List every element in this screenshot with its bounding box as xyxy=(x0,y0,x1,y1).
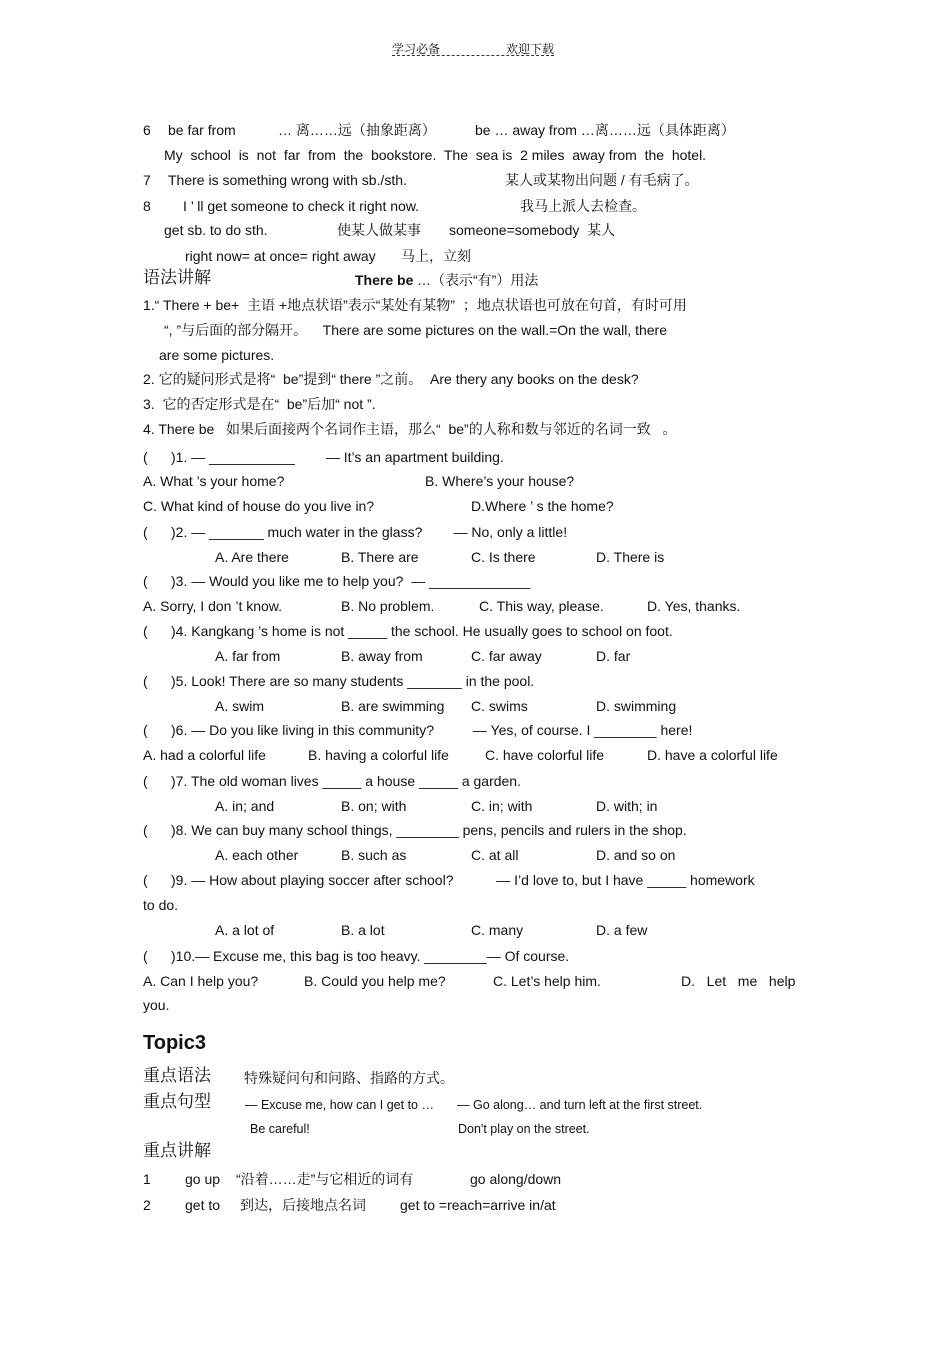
grammar-point: are some pictures. xyxy=(159,347,275,363)
grammar-point: 2. 它的疑问形式是将“ be”提到“ there ”之前。 Are thery any books on the desk? xyxy=(143,371,639,387)
option: D. far xyxy=(596,648,631,664)
option: B. No problem. xyxy=(341,598,435,614)
note-7-phrase: There is something wrong with sb./sth. xyxy=(168,172,407,188)
note-7-num: 7 xyxy=(143,172,151,188)
note-8-meaning: 我马上派人去检查。 xyxy=(520,198,646,214)
option: A. far from xyxy=(215,648,281,664)
note-6-meaning: … 离……远（抽象距离） xyxy=(278,122,436,138)
question-stem: ( )8. We can buy many school things, ________ pens, pencils and rulers in the shop. xyxy=(143,822,687,838)
note-getsb: get sb. to do sth. xyxy=(164,222,268,238)
grammar-point: 3. 它的否定形式是在“ be”后加“ not ”. xyxy=(143,396,376,412)
option: C. many xyxy=(471,922,524,938)
option: A. Sorry, I don ’t know. xyxy=(143,598,283,614)
header-left: 学习必备 xyxy=(392,42,441,56)
note-rightnow-meaning: 马上，立刻 xyxy=(401,248,471,264)
note-6-num: 6 xyxy=(143,122,151,138)
topic3-grammar-text: 特殊疑问句和问路、指路的方式。 xyxy=(244,1070,454,1086)
question-stem: ( )1. — ___________ — It’s an apartment building. xyxy=(143,449,504,465)
option: D. Yes, thanks. xyxy=(647,598,741,614)
question-stem: ( )6. — Do you like living in this community? — Yes, of course. I ________ here! xyxy=(143,722,693,738)
grammar-point: 1.“ There + be+ 主语 +地点状语”表示“某处有某物” ；地点状语也可放在句首，有时可用 xyxy=(143,297,687,313)
option: A. had a colorful life xyxy=(143,747,266,763)
option: D. swimming xyxy=(596,698,677,714)
note-7-meaning: 某人或某物出问题 / 有毛病了。 xyxy=(505,172,699,188)
note-rightnow: right now= at once= right away xyxy=(185,248,376,264)
note-6-compare: be … away from …离……远（具体距离） xyxy=(475,122,735,138)
note-8-num: 8 xyxy=(143,198,151,214)
question-stem: ( )10.— Excuse me, this bag is too heavy. ________— Of course. xyxy=(143,948,570,964)
note-getsb-meaning: 使某人做某事 xyxy=(337,222,421,238)
topic3-pattern: Be careful! xyxy=(250,1122,310,1136)
option: B. a lot xyxy=(341,922,385,938)
topic3-grammar-label: 重点语法 xyxy=(143,1066,211,1085)
note-6-example: My school is not far from the bookstore. The sea is 2 miles away from the hotel. xyxy=(164,147,707,163)
option: D. with; in xyxy=(596,798,658,814)
option-cont: you. xyxy=(143,997,170,1013)
question-stem: ( )2. — _______ much water in the glass? — No, only a little! xyxy=(143,524,568,540)
question-stem: ( )5. Look! There are so many students _______ in the pool. xyxy=(143,673,535,689)
option: A. in; and xyxy=(215,798,275,814)
topic3-item-phrase: get to xyxy=(185,1197,221,1213)
option: B. Where’s your house? xyxy=(425,473,575,489)
option: C. in; with xyxy=(471,798,533,814)
grammar-subtitle-bold: There be xyxy=(355,272,414,288)
option: C. at all xyxy=(471,847,519,863)
option: C. This way, please. xyxy=(479,598,604,614)
option: C. Let’s help him. xyxy=(493,973,601,989)
header-divider xyxy=(392,55,554,56)
topic3-item-similar: get to =reach=arrive in/at xyxy=(400,1197,556,1213)
option: C. far away xyxy=(471,648,542,664)
header-right: 欢迎下载 xyxy=(505,42,554,56)
topic3-item-phrase: go up xyxy=(185,1171,221,1187)
option: B. on; with xyxy=(341,798,407,814)
topic3-pattern-label: 重点句型 xyxy=(143,1092,211,1111)
topic3-item-num: 1 xyxy=(143,1171,151,1187)
note-6-phrase: be far from xyxy=(168,122,236,138)
topic3-pattern: — Go along… and turn left at the first street. xyxy=(457,1098,703,1112)
option: A. What ’s your home? xyxy=(143,473,285,489)
option: D. Let me help xyxy=(681,973,796,989)
option: A. Can I help you? xyxy=(143,973,259,989)
topic3-pattern: Don't play on the street. xyxy=(458,1122,590,1136)
grammar-point: “, ”与后面的部分隔开。 There are some pictures on the wall.=On the wall, there xyxy=(164,322,668,338)
question-stem: ( )7. The old woman lives _____ a house _____ a garden. xyxy=(143,773,521,789)
topic3-item-num: 2 xyxy=(143,1197,151,1213)
option: C. What kind of house do you live in? xyxy=(143,498,375,514)
option: C. have colorful life xyxy=(485,747,605,763)
note-8-phrase: I ’ ll get someone to check it right now. xyxy=(183,198,420,214)
option: D.Where ’ s the home? xyxy=(471,498,614,514)
option: C. Is there xyxy=(471,549,536,565)
option: C. swims xyxy=(471,698,528,714)
topic3-explain-label: 重点讲解 xyxy=(143,1141,211,1160)
question-stem: ( )9. — How about playing soccer after school? — I’d love to, but I have _____ homework xyxy=(143,872,755,888)
topic3-title: Topic3 xyxy=(143,1032,206,1054)
option: B. There are xyxy=(341,549,419,565)
option: A. swim xyxy=(215,698,264,714)
grammar-point: 4. There be 如果后面接两个名词作主语，那么“ be”的人称和数与邻近的名词一致 。 xyxy=(143,421,677,437)
grammar-title: 语法讲解 xyxy=(143,268,211,287)
grammar-subtitle: …（表示“有”）用法 xyxy=(417,272,539,288)
option: B. such as xyxy=(341,847,407,863)
option: A. a lot of xyxy=(215,922,275,938)
option: B. having a colorful life xyxy=(308,747,449,763)
option: A. Are there xyxy=(215,549,289,565)
option: A. each other xyxy=(215,847,299,863)
topic3-item-meaning: “沿着……走”与它相近的词有 xyxy=(236,1171,414,1187)
topic3-item-similar: go along/down xyxy=(470,1171,562,1187)
option: D. a few xyxy=(596,922,648,938)
option: D. There is xyxy=(596,549,665,565)
topic3-item-meaning: 到达，后接地点名词 xyxy=(240,1197,366,1213)
option: D. have a colorful life xyxy=(647,747,778,763)
option: D. and so on xyxy=(596,847,676,863)
question-stem: ( )4. Kangkang ’s home is not _____ the school. He usually goes to school on foot. xyxy=(143,623,673,639)
option: B. Could you help me? xyxy=(304,973,446,989)
question-stem: ( )3. — Would you like me to help you? — _____________ xyxy=(143,573,531,589)
topic3-pattern: — Excuse me, how can I get to … xyxy=(245,1098,434,1112)
option: B. away from xyxy=(341,648,423,664)
question-stem-cont: to do. xyxy=(143,897,179,913)
option: B. are swimming xyxy=(341,698,445,714)
note-someone: someone=somebody 某人 xyxy=(449,222,616,238)
